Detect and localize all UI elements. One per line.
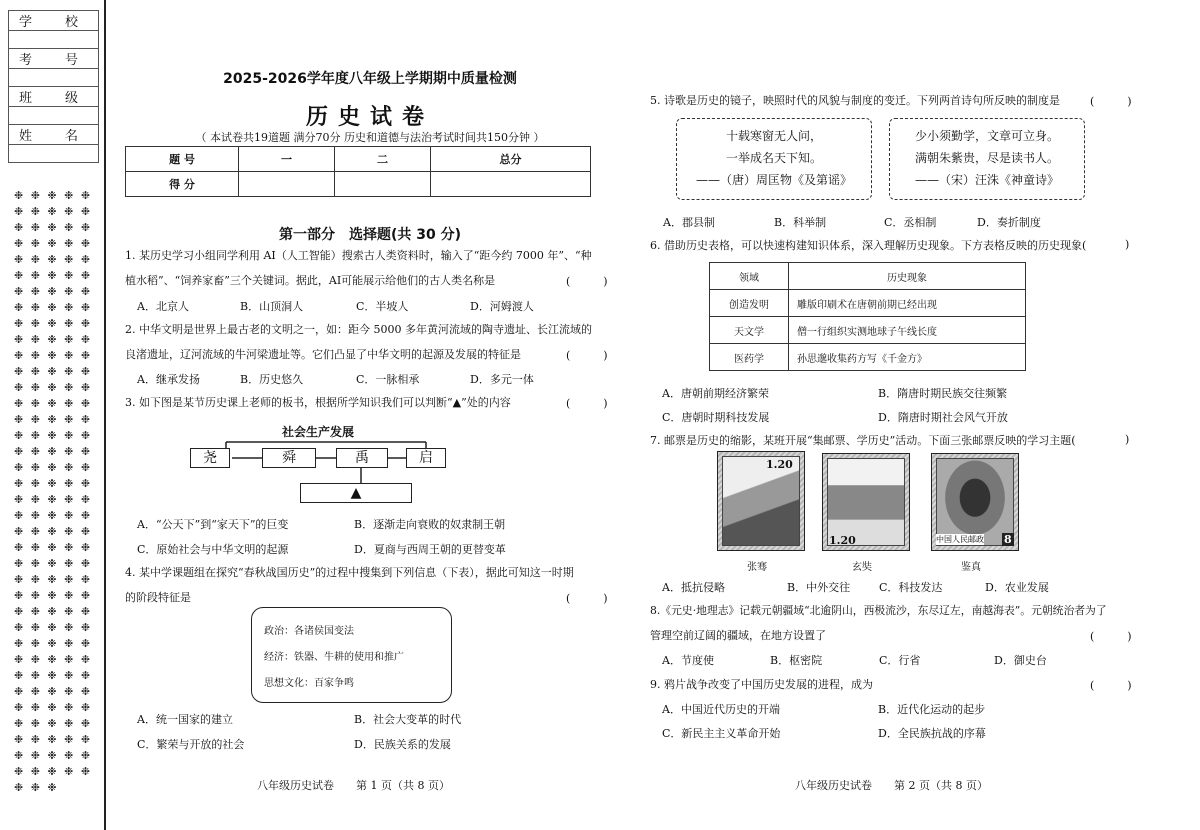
question-3-line-1: 3. 如下图是某节历史课上老师的板书，根据所学知识我们可以判断“▲”处的内容 [125, 396, 511, 409]
question-8-line-2: 管理空前辽阔的疆域，在地方设置了 [650, 629, 826, 642]
question-6-line-1: 6. 借助历史表格，可以快速构建知识体系，深入理解历史现象。下方表格反映的历史现象( [650, 239, 1087, 252]
binding-line [104, 0, 106, 830]
question-1-line-2: 植水稻”、“饲养家畜”三个关键词。据此，AI可能展示给他们的古人类名称是 [125, 274, 496, 287]
option: C．原始社会与中华文明的起源 [137, 543, 289, 556]
section-title: 第一部分 选择题(共 30 分) [278, 227, 462, 243]
school-label: 学 校 [9, 11, 99, 31]
option: B．中外交往 [787, 581, 851, 594]
class-label: 班 级 [9, 87, 99, 107]
info-culture: 思想文化：百家争鸣 [264, 678, 354, 689]
stamp-xuanzang [822, 453, 910, 551]
option: B．逐渐走向衰败的奴隶制王朝 [354, 518, 506, 531]
diagram-node-yu: 禹 [336, 448, 388, 468]
poem-2-source: ——（宋）汪洙《神童诗》 [914, 173, 1059, 187]
history-table [709, 262, 1026, 371]
answer-paren: ( ) [566, 275, 608, 288]
option: A．郡县制 [663, 216, 715, 229]
student-info-table [8, 10, 99, 163]
question-7-line-1: 7. 邮票是历史的缩影，某班开展“集邮票、学历史”活动。下面三张邮票反映的学习主题( [650, 434, 1076, 447]
option: C．一脉相承 [356, 373, 420, 386]
page-footer-left: 八年级历史试卷 第 1 页（共 8 页） [257, 779, 450, 792]
option: C．丞相制 [884, 216, 937, 229]
stamp-zhang-qian [717, 451, 805, 551]
option: B．山顶洞人 [240, 300, 304, 313]
stamp-value: 8 [1004, 533, 1012, 546]
info-box [251, 607, 452, 703]
option: D．御史台 [994, 654, 1047, 667]
diagram-blank-box: ▲ [300, 483, 412, 503]
answer-paren: ( ) [566, 349, 608, 362]
exam-title: 2025-2026学年度八年级上学期期中质量检测 [223, 71, 517, 87]
option: B．社会大变革的时代 [354, 713, 462, 726]
table-header: 领域 [710, 263, 789, 290]
stamp-caption: 中国人民邮政 [936, 535, 984, 544]
name-field[interactable] [9, 145, 99, 163]
table-cell: 医药学 [710, 344, 789, 371]
stamp-label: 鉴真 [961, 562, 981, 573]
stamp-value: 1.20 [766, 458, 793, 471]
diagram-node-qi: 启 [406, 448, 446, 468]
score-cell[interactable] [239, 172, 335, 197]
stamp-label: 张骞 [747, 562, 767, 573]
option: A．节度使 [662, 654, 714, 667]
question-8-line-1: 8.《元史·地理志》记载元朝疆域“北逾阴山，西极流沙，东尽辽左，南越海表”。元朝统治者为了 [650, 604, 1107, 617]
poem-2 [889, 118, 1085, 200]
answer-paren: ( ) [1090, 630, 1132, 643]
diagram-node-shun: 舜 [262, 448, 316, 468]
question-1-line-1: 1. 某历史学习小组同学利用 AI（人工智能）搜索古人类资料时，输入了“距今约 7000 年”、“种 [125, 249, 592, 262]
question-4-line-1: 4. 某中学课题组在探究“春秋战国历史”的过程中搜集到下列信息（下表），据此可知这一时期 [125, 566, 574, 579]
option: C．半坡人 [356, 300, 409, 313]
option: A．继承发扬 [137, 373, 200, 386]
option: A．唐朝前期经济繁荣 [662, 387, 769, 400]
table-cell: 僧一行组织实测地球子午线长度 [789, 317, 1026, 344]
answer-paren-close: ) [1125, 238, 1130, 251]
answer-paren: ( ) [566, 592, 608, 605]
answer-paren: ( ) [1090, 679, 1132, 692]
option: C．科技发达 [879, 581, 943, 594]
table-cell: 雕版印刷术在唐朝前期已经出现 [789, 290, 1026, 317]
seal-line-dots: ❉ ❉ ❉ ❉ ❉ ❉ ❉ ❉ ❉ ❉ ❉ ❉ ❉ ❉ ❉ ❉ ❉ ❉ ❉ ❉ ❉ ❉ ❉ ❉ ❉ ❉ ❉ ❉ ❉ ❉ ❉ ❉ ❉ ❉ ❉ ❉ ❉ ❉ ❉ ❉ ❉ ❉ ❉ ❉ ❉ ❉ ❉ ❉ ❉ ❉ ❉ ❉ ❉ ❉ ❉ ❉ ❉ ❉ ❉ ❉ ❉ ❉ ❉ ❉ ❉ ❉ ❉ ❉ ❉ ❉ ❉ ❉ ❉ ❉ ❉ ❉ ❉ ❉ ❉ ❉ ❉ ❉ ❉ ❉ ❉ ❉ ❉ ❉ ❉ ❉ ❉ ❉ ❉ ❉ ❉ ❉ ❉ ❉ ❉ ❉ ❉ ❉ ❉ ❉ ❉ ❉ ❉ ❉ ❉ ❉ ❉ ❉ ❉ ❉ ❉ ❉ ❉ ❉ ❉ ❉ ❉ ❉ ❉ ❉ ❉ ❉ ❉ ❉ ❉ ❉ ❉ ❉ ❉ ❉ ❉ ❉ ❉ ❉ ❉ ❉ ❉ ❉ ❉ ❉ ❉ ❉ ❉ ❉ ❉ ❉ ❉ ❉ ❉ ❉ ❉ ❉ ❉ ❉ ❉ ❉ ❉ ❉ ❉ ❉ ❉ ❉ ❉ ❉ ❉ ❉ ❉ ❉ ❉ ❉ ❉ ❉ ❉ ❉ ❉ ❉ ❉ ❉ ❉ ❉ ❉ ❉ ❉ ❉ [14, 189, 93, 794]
question-5-line-1: 5. 诗歌是历史的镜子，映照时代的风貌与制度的变迁。下列两首诗句所反映的制度是 [650, 94, 1060, 107]
score-row-label: 得 分 [126, 172, 239, 197]
score-cell[interactable] [431, 172, 591, 197]
option: C．行省 [879, 654, 921, 667]
stamp-label: 玄奘 [852, 562, 872, 573]
question-4-line-2: 的阶段特征是 [125, 591, 191, 604]
option: D．农业发展 [985, 581, 1049, 594]
score-header-cell: 二 [335, 147, 431, 172]
option: C．新民主主义革命开始 [662, 727, 781, 740]
paper-note: （ 本试卷共19道题 满分70分 历史和道德与法治考试时间共150分钟 ） [195, 131, 545, 144]
answer-paren: ( ) [1090, 95, 1132, 108]
option: C．繁荣与开放的社会 [137, 738, 245, 751]
table-cell: 创造发明 [710, 290, 789, 317]
poem-1-line-1: 十载寒窗无人问， [725, 129, 822, 143]
exam-number-label: 考 号 [9, 49, 99, 69]
stamp-value: 1.20 [829, 534, 856, 547]
answer-paren: ( ) [566, 397, 608, 410]
option: A．中国近代历史的开端 [662, 703, 780, 716]
table-cell: 孙思邈收集药方写《千金方》 [789, 344, 1026, 371]
option: D．奏折制度 [977, 216, 1041, 229]
option: A．“公天下”到“家天下”的巨变 [137, 518, 289, 531]
class-field[interactable] [9, 107, 99, 125]
question-9-line-1: 9. 鸦片战争改变了中国历史发展的进程，成为 [650, 678, 873, 691]
option: B．历史悠久 [240, 373, 304, 386]
score-cell[interactable] [335, 172, 431, 197]
option: A．抵抗侵略 [662, 581, 725, 594]
table-header: 历史现象 [789, 263, 1026, 290]
school-field[interactable] [9, 31, 99, 49]
diagram-title: 社会生产发展 [282, 425, 355, 439]
poem-1-source: ——（唐）周匡物《及第谣》 [695, 173, 852, 187]
option: D．夏商与西周王朝的更替变革 [354, 543, 506, 556]
option: D．河姆渡人 [470, 300, 534, 313]
paper-title: 历史试卷 [305, 104, 434, 130]
option: B．枢密院 [770, 654, 823, 667]
score-table [125, 146, 591, 197]
page-footer-right: 八年级历史试卷 第 2 页（共 8 页） [795, 779, 988, 792]
exam-number-field[interactable] [9, 69, 99, 87]
diagram-node-yao: 尧 [190, 448, 230, 468]
poem-2-line-1: 少小须勤学，文章可立身。 [914, 129, 1059, 143]
question-2-line-1: 2. 中华文明是世界上最古老的文明之一，如：距今 5000 多年黄河流域的陶寺遗址、长江流域的 [125, 323, 592, 336]
table-cell: 天文学 [710, 317, 789, 344]
info-politics: 政治：各诸侯国变法 [264, 626, 354, 637]
option: A．北京人 [137, 300, 189, 313]
question-2-line-2: 良渚遗址，辽河流域的牛河梁遗址等。它们凸显了中华文明的起源及发展的特征是 [125, 348, 521, 361]
info-economy: 经济：铁器、牛耕的使用和推广 [264, 652, 404, 663]
score-header-cell: 总分 [431, 147, 591, 172]
option: D．全民族抗战的序幕 [878, 727, 986, 740]
stamp-jianzhen [931, 453, 1019, 551]
score-header-cell: 题 号 [126, 147, 239, 172]
option: D．多元一体 [470, 373, 534, 386]
name-label: 姓 名 [9, 125, 99, 145]
option: B．科举制 [774, 216, 827, 229]
option: C．唐朝时期科技发展 [662, 411, 770, 424]
answer-paren-close: ) [1125, 433, 1130, 446]
score-header-cell: 一 [239, 147, 335, 172]
poem-1 [676, 118, 872, 200]
option: A．统一国家的建立 [137, 713, 233, 726]
option: D．隋唐时期社会风气开放 [878, 411, 1008, 424]
poem-2-line-2: 满朝朱紫贵，尽是读书人。 [914, 151, 1059, 165]
option: D．民族关系的发展 [354, 738, 451, 751]
option: B．隋唐时期民族交往频繁 [878, 387, 1008, 400]
poem-1-line-2: 一举成名天下知。 [725, 151, 822, 165]
option: B．近代化运动的起步 [878, 703, 986, 716]
